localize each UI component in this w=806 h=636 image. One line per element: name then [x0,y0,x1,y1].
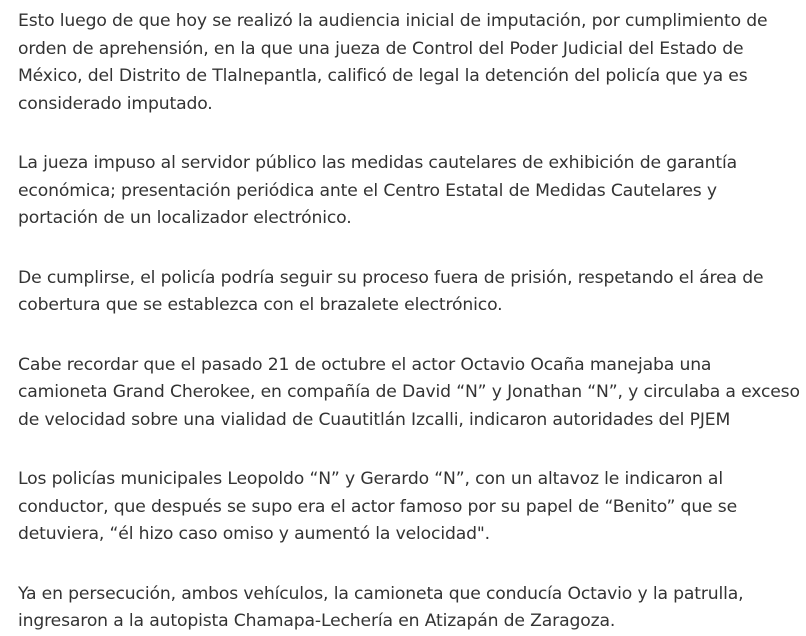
paragraph-police: Los policías municipales Leopoldo “N” y Gerardo “N”, con un altavoz le indicaron al conductor, que después se supo era el actor famoso por su papel de “Benito” que se detuviera, “él hizo caso omiso y aumentó la velocidad". [18,469,738,544]
paragraph-background: Cabe recordar que el pasado 21 de octubre el actor Octavio Ocaña manejaba una camioneta Grand Cherokee, en compañía de David “N” y Jonathan “N”, y circulaba a exceso de velocidad sobre una vialidad de Cuautitlán Izcalli, indicaron autoridades del PJEM [18,354,800,430]
paragraph-process: De cumplirse, el policía podría seguir su proceso fuera de prisión, respetando el área de cobertura que se establezca con el brazalete electrónico. [18,267,764,315]
paragraph-hearing: Esto luego de que hoy se realizó la audiencia inicial de imputación, por cumplimiento de orden de aprehensión, en la que una jueza de Control del Poder Judicial del Estado de México, del Distrito de Tlalnepantla, calificó de legal la detención del policía que ya es considerado imputado. [18,11,768,114]
paragraph-pursuit: Ya en persecución, ambos vehículos, la camioneta que conducía Octavio y la patrulla, ingresaron a la autopista Chamapa-Lechería en Atizapán de Zaragoza. [18,583,744,631]
paragraph-measures: La jueza impuso al servidor público las medidas cautelares de exhibición de garantía económica; presentación periódica ante el Centro Estatal de Medidas Cautelares y portación de un localizador electrónico. [18,153,737,228]
article-body [18,8,800,636]
